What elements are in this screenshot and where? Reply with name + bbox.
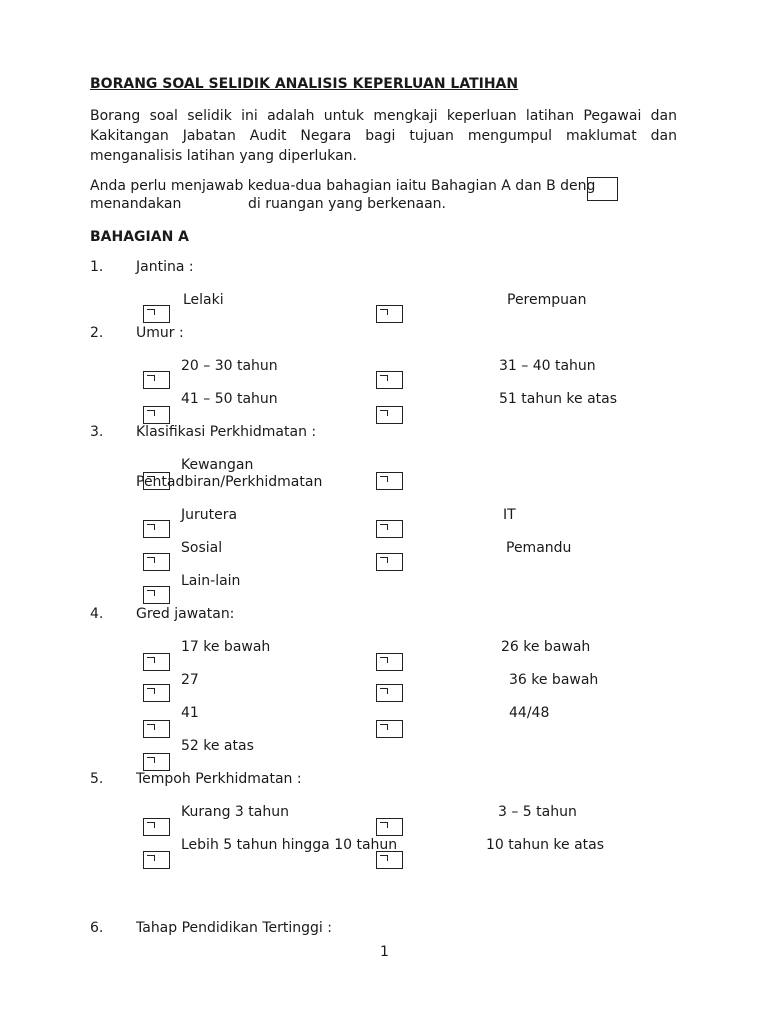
- instruction-line-1: Anda perlu menjawab kedua-dua bahagian iaitu Bahagian A dan B deng: [90, 178, 596, 194]
- q4-number: 4.: [90, 606, 104, 622]
- q6-label: Tahap Pendidikan Tertinggi :: [136, 920, 332, 936]
- q3-option-3-checkbox[interactable]: [143, 520, 170, 538]
- q4-option-2-checkbox[interactable]: [376, 653, 403, 671]
- instruction-sample-box: [587, 177, 618, 201]
- q3-option-6-label: Pemandu: [506, 540, 572, 556]
- q3-option-7-label: Lain-lain: [181, 573, 241, 589]
- q3-option-7-checkbox[interactable]: [143, 586, 170, 604]
- q1-label: Jantina :: [136, 259, 194, 275]
- q4-option-3-label: 27: [181, 672, 199, 688]
- q2-option-4-checkbox[interactable]: [376, 406, 403, 424]
- q6-number: 6.: [90, 920, 104, 936]
- q3-option-4-label: IT: [503, 507, 516, 523]
- q5-option-4-label: 10 tahun ke atas: [486, 837, 605, 853]
- q2-number: 2.: [90, 325, 104, 341]
- instruction-line-2a: menandakan: [90, 196, 182, 212]
- form-title: BORANG SOAL SELIDIK ANALISIS KEPERLUAN LATIHAN: [90, 76, 519, 92]
- q1-perempuan-checkbox[interactable]: [376, 305, 403, 323]
- q4-option-2-label: 26 ke bawah: [501, 639, 591, 655]
- q3-option-4-checkbox[interactable]: [376, 520, 403, 538]
- q4-option-1-label: 17 ke bawah: [181, 639, 271, 655]
- q5-option-1-checkbox[interactable]: [143, 818, 170, 836]
- intro-paragraph: Borang soal selidik ini adalah untuk mengkaji keperluan latihan Pegawai dan Kakitangan Jabatan Audit Negara bagi tujuan mengumpul maklumat dan menganalisis latihan yang diperlukan.: [90, 108, 677, 164]
- q3-label: Klasifikasi Perkhidmatan :: [136, 424, 317, 440]
- q4-option-4-label: 36 ke bawah: [509, 672, 599, 688]
- q4-option-4-checkbox[interactable]: [376, 684, 403, 702]
- q3-option-2-checkbox[interactable]: [376, 472, 403, 490]
- q3-option-3-label: Jurutera: [181, 507, 238, 523]
- q2-option-2-label: 31 – 40 tahun: [499, 358, 596, 374]
- q4-label: Gred jawatan:: [136, 606, 235, 622]
- page-number: 1: [380, 944, 389, 960]
- q4-option-7-label: 52 ke atas: [181, 738, 254, 754]
- q5-option-4-checkbox[interactable]: [376, 851, 403, 869]
- q2-option-3-label: 41 – 50 tahun: [181, 391, 278, 407]
- q4-option-5-label: 41: [181, 705, 199, 721]
- q3-option-1-checkbox[interactable]: [143, 472, 170, 490]
- q5-number: 5.: [90, 771, 104, 787]
- q3-option-1-label: Kewangan: [181, 457, 254, 473]
- q4-option-1-checkbox[interactable]: [143, 653, 170, 671]
- q1-option-lelaki-label: Lelaki: [183, 292, 224, 308]
- q4-option-3-checkbox[interactable]: [143, 684, 170, 702]
- q4-option-7-checkbox[interactable]: [143, 753, 170, 771]
- q3-option-6-checkbox[interactable]: [376, 553, 403, 571]
- q1-lelaki-checkbox[interactable]: [143, 305, 170, 323]
- q5-option-3-label: Lebih 5 tahun hingga 10 tahun: [181, 837, 398, 853]
- q2-option-1-checkbox[interactable]: [143, 371, 170, 389]
- section-a-heading: BAHAGIAN A: [90, 229, 190, 245]
- q5-option-2-checkbox[interactable]: [376, 818, 403, 836]
- q3-number: 3.: [90, 424, 104, 440]
- q2-option-4-label: 51 tahun ke atas: [499, 391, 618, 407]
- instruction-line-2b: di ruangan yang berkenaan.: [248, 196, 447, 212]
- q5-option-1-label: Kurang 3 tahun: [181, 804, 289, 820]
- q1-number: 1.: [90, 259, 104, 275]
- q2-label: Umur :: [136, 325, 184, 341]
- q2-option-1-label: 20 – 30 tahun: [181, 358, 278, 374]
- q5-option-2-label: 3 – 5 tahun: [498, 804, 577, 820]
- q4-option-6-label: 44/48: [509, 705, 550, 721]
- q2-option-2-checkbox[interactable]: [376, 371, 403, 389]
- q1-option-perempuan-label: Perempuan: [507, 292, 587, 308]
- q2-option-3-checkbox[interactable]: [143, 406, 170, 424]
- q5-label: Tempoh Perkhidmatan :: [136, 771, 302, 787]
- q3-option-2-label: Pentadbiran/Perkhidmatan: [136, 474, 323, 490]
- q4-option-5-checkbox[interactable]: [143, 720, 170, 738]
- q3-option-5-label: Sosial: [181, 540, 223, 556]
- q5-option-3-checkbox[interactable]: [143, 851, 170, 869]
- q4-option-6-checkbox[interactable]: [376, 720, 403, 738]
- q3-option-5-checkbox[interactable]: [143, 553, 170, 571]
